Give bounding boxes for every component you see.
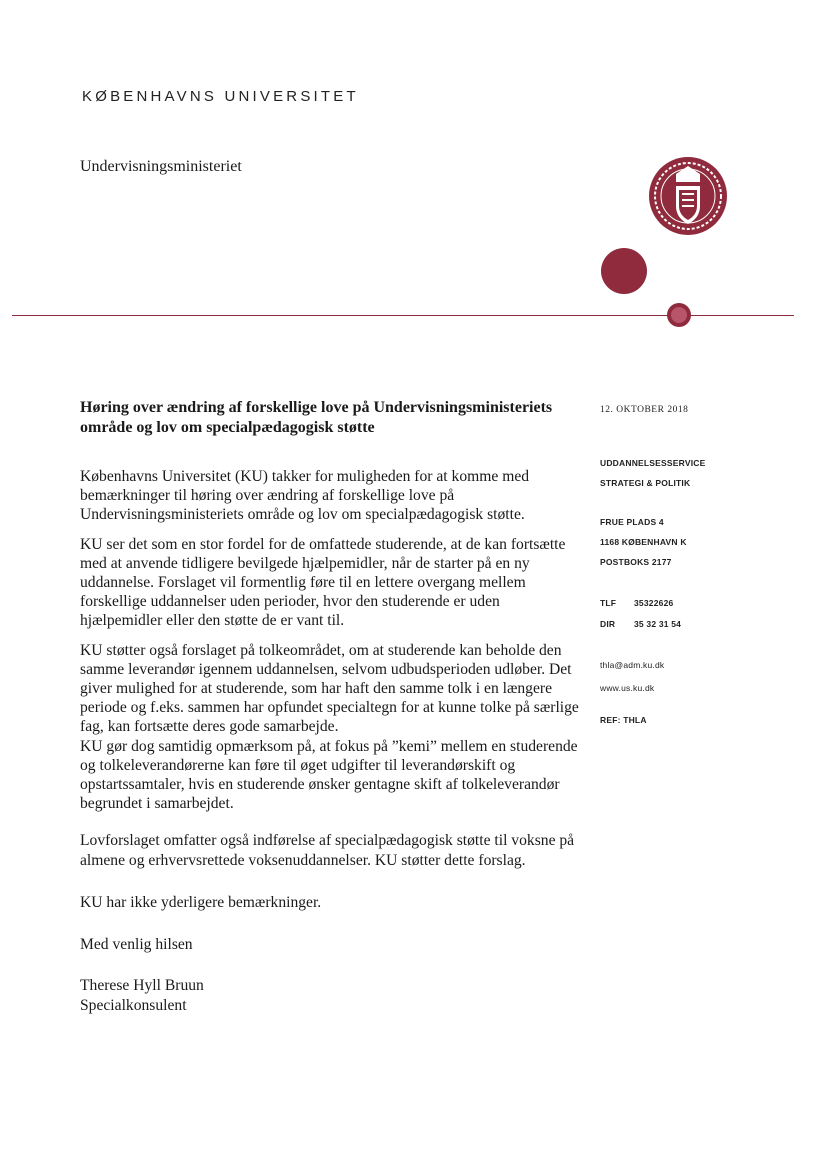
decorative-dot-small	[667, 303, 691, 327]
address-line: POSTBOKS 2177	[600, 557, 672, 567]
email-link[interactable]: thla@adm.ku.dk	[600, 660, 665, 670]
phone-dir	[600, 614, 681, 635]
contact-online	[600, 654, 664, 700]
letter-date: 12. OKTOBER 2018	[600, 405, 689, 415]
department-line: UDDANNELSESSERVICE	[600, 458, 706, 468]
phone-label: TLF	[600, 598, 617, 608]
reference: REF: THLA	[600, 715, 647, 725]
final-remark: KU har ikke yderligere bemærkninger.	[80, 894, 322, 911]
phone-value: 35322626	[634, 598, 674, 608]
recipient: Undervisningsministeriet	[80, 158, 242, 175]
paragraph-1: Københavns Universitet (KU) takker for muligheden for at komme med bemærkninger til høring over ændring af forskellige love på Undervisningsministeriets område og lov om specialpædagogisk støtte.	[80, 468, 530, 524]
paragraph-3: KU støtter også forslaget på tolkeområdet, om at studerende kan beholde den samme leverandør igennem uddannelsen, selvom udbudsperioden udløber. Det giver mulighed for at studerende, som har haft den samme tolk i en længere periode og f.eks. sammen har opfundet specialtegn for at kunne tolke på særlige fag, kan fortsætte deres gode samarbejde.	[80, 641, 579, 736]
phone-value: 35 32 31 54	[634, 619, 682, 629]
decorative-dot	[601, 248, 647, 294]
website-link[interactable]: www.us.ku.dk	[600, 683, 655, 693]
paragraph-4: KU gør dog samtidig opmærksom på, at fokus på ”kemi” mellem en studerende og tolkeleverandørerne kan føre til øget udgifter til leverandørskift og opstartssamtaler, hvis en studerende ønsker gentagne skift af tolkeleverandør begrundet i samarbejdet.	[80, 737, 578, 813]
address	[600, 512, 687, 572]
letter-title: Høring over ændring af forskellige love på Undervisningsministeriets område og lov om specialpædagogisk støtte	[80, 399, 553, 436]
department-line: STRATEGI & POLITIK	[600, 478, 691, 488]
university-name: KØBENHAVNS UNIVERSITET	[82, 88, 359, 105]
department	[600, 453, 705, 493]
letter-closing	[80, 893, 321, 1015]
letter-body	[80, 467, 580, 894]
paragraph-5: Lovforslaget omfatter også indførelse af specialpædagogisk støtte til voksne på almene og erhvervsrettede voksenuddannelser. KU støtter dette forslag.	[80, 832, 575, 869]
university-seal-icon	[648, 156, 728, 246]
signer-title: Specialkonsulent	[80, 996, 187, 1014]
phone-label: DIR	[600, 619, 616, 629]
phone-tlf	[600, 593, 681, 614]
signer-name: Therese Hyll Bruun	[80, 977, 204, 994]
address-line: 1168 KØBENHAVN K	[600, 537, 687, 547]
address-line: FRUE PLADS 4	[600, 517, 664, 527]
closing-greeting: Med venlig hilsen	[80, 935, 193, 953]
paragraph-2: KU ser det som en stor fordel for de omfattede studerende, at de kan fortsætte med at anvende tidligere bevilgede hjælpemidler, når de starter på en ny uddannelse. Forslaget vil formentlig føre til en lettere overgang mellem forskellige uddannelser uden perioder, hvor den studerende er uden hjælpemidler eller den støtte de er vant til.	[80, 535, 566, 630]
phone-numbers	[600, 593, 681, 635]
